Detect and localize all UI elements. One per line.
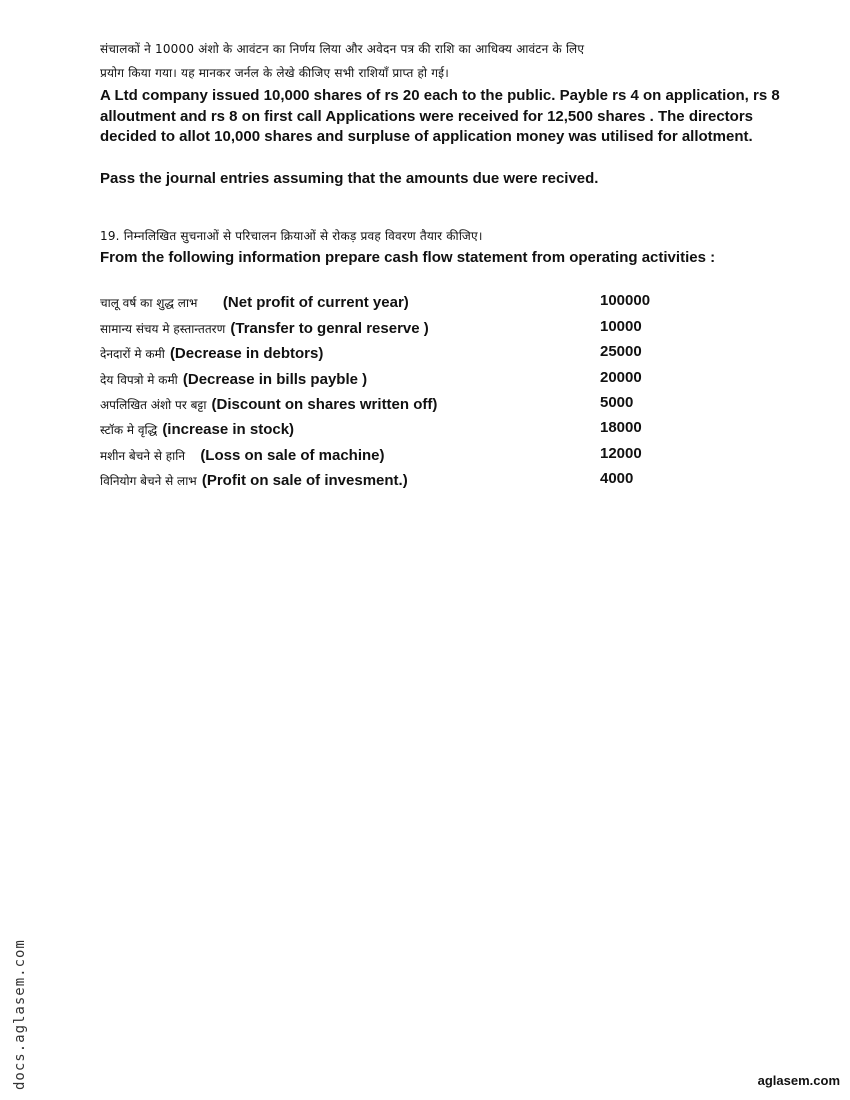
item-hindi-label: विनियोग बेचने से लाभ <box>100 474 197 488</box>
item-hindi-label: देय विपत्रो मे कमी <box>100 373 178 387</box>
item-english-label: (Transfer to genral reserve ) <box>230 320 429 337</box>
q18-instruction: Pass the journal entries assuming that the amounts due were recived. <box>100 170 599 187</box>
item-hindi-label: सामान्य संचय मे हस्तान्ततरण <box>100 322 226 336</box>
list-item <box>100 369 660 391</box>
q19-english-heading: From the following information prepare cash flow statement from operating activities : <box>100 249 716 266</box>
item-amount: 12000 <box>600 445 642 462</box>
list-item <box>100 445 660 467</box>
item-amount: 5000 <box>600 394 634 411</box>
q18-english-line-2: alloutment and rs 8 on first call Applications were received for 12,500 shares . The directors <box>100 108 754 125</box>
item-hindi-label: मशीन बेचने से हानि <box>100 449 186 463</box>
list-item <box>100 292 660 314</box>
item-english-label: (Profit on sale of invesment.) <box>201 472 408 489</box>
item-english-label: (Decrease in bills payble ) <box>182 371 368 388</box>
list-item <box>100 318 660 340</box>
item-english-label: (Loss on sale of machine) <box>200 447 385 464</box>
q18-english-line-3: decided to allot 10,000 shares and surpluse of application money was utilised for allotment. <box>100 128 753 145</box>
item-english-label: (Net profit of current year) <box>222 294 409 311</box>
list-item <box>100 470 660 492</box>
item-hindi-label: अपलिखित अंशो पर बट्टा <box>100 398 207 412</box>
item-hindi-label: देनदारों मे कमी <box>100 347 165 361</box>
item-hindi-label: स्टॉक मे वृद्धि <box>100 423 158 437</box>
item-amount: 20000 <box>600 369 642 386</box>
item-amount: 25000 <box>600 343 642 360</box>
q18-hindi-line-1: संचालकों ने 10000 अंशो के आवंटन का निर्णय लिया और अवेदन पत्र की राशि का आधिक्य आवंटन के लिए <box>100 42 585 56</box>
side-watermark: docs.aglasem.com <box>12 939 28 1090</box>
item-amount: 10000 <box>600 318 642 335</box>
corner-watermark: aglasem.com <box>757 1073 840 1088</box>
list-item <box>100 343 660 365</box>
item-english-label: (Discount on shares written off) <box>211 396 438 413</box>
item-hindi-label: चालू वर्ष का शुद्ध लाभ <box>100 296 198 310</box>
q18-hindi-line-2: प्रयोग किया गया। यह मानकर जर्नल के लेखे कीजिए सभी राशियाँ प्राप्त हो गई। <box>100 66 450 80</box>
item-english-label: (Decrease in debtors) <box>169 345 324 362</box>
list-item <box>100 394 660 416</box>
item-amount: 4000 <box>600 470 634 487</box>
q18-english-line-1: A Ltd company issued 10,000 shares of rs 20 each to the public. Payble rs 4 on application, rs 8 <box>100 87 780 104</box>
list-item <box>100 419 660 441</box>
item-english-label: (increase in stock) <box>162 421 295 438</box>
item-amount: 100000 <box>600 292 651 309</box>
q19-hindi-heading: 19. निम्नलिखित सुचनाओं से परिचालन क्रियाओं से रोकड़ प्रवह विवरण तैयार कीजिए। <box>100 229 483 243</box>
item-amount: 18000 <box>600 419 642 436</box>
